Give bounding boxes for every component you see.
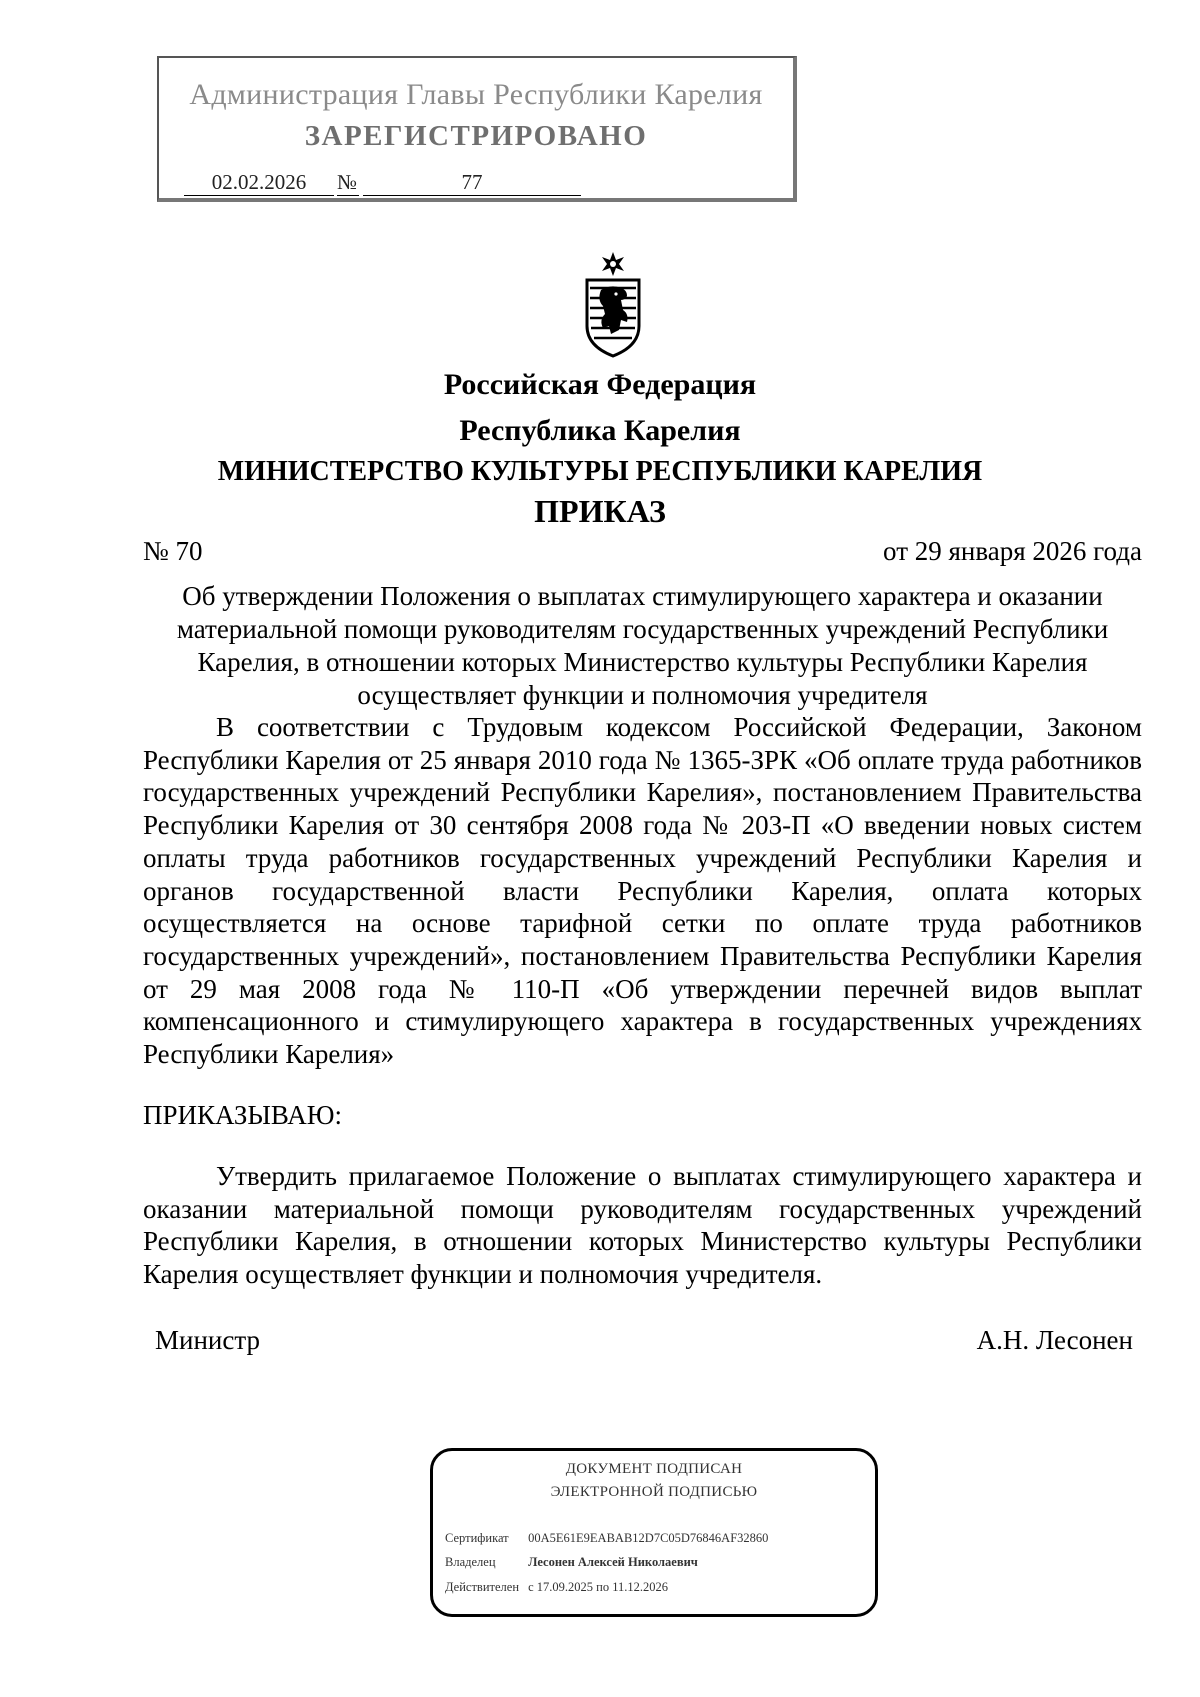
esig-owner-label: Владелец: [445, 1555, 496, 1569]
stamp-number-sign: №: [337, 170, 358, 194]
document-title: Об утверждении Положения о выплатах стимулирующего характера и оказании материальной помощи руководителям государственных учреждений Республики Карелия, в отношении которых Министерство культуры Республики Карелия осуществляет функции и полномочия учредителя: [176, 581, 1109, 710]
esig-owner-value: Лесонен Алексей Николаевич: [528, 1555, 698, 1569]
signatory-name: А.Н. Лесонен: [976, 1325, 1133, 1355]
document-number: № 70: [143, 536, 203, 566]
esig-owner: [445, 1555, 698, 1570]
basis-paragraph: В соответствии с Трудовым кодексом Российской Федерации, Законом Республики Карелия от 25 января 2010 года № 1365-ЗРК «Об оплате труда работников государственных учреждений Республики Карелия», постановлением Правительства Республики Карелия от 30 сентября 2008 года № 203-П «О введении новых систем оплаты труда работников государственных учреждений Республики Карелия и органов государственной власти Республики Карелия, оплата которых осуществляется на основе тарифной сетки по оплате труда работников государственных учреждений», постановлением Правительства Республики Карелия от 29 мая 2008 года № 110-П «Об утверждении перечней видов выплат компенсационного и стимулирующего характера в государственных учреждениях Республики Карелия»: [143, 712, 1142, 1070]
header-ministry: МИНИСТЕРСТВО КУЛЬТУРЫ РЕСПУБЛИКИ КАРЕЛИЯ: [217, 456, 983, 487]
order-word: ПРИКАЗЫВАЮ:: [143, 1100, 342, 1130]
esig-certificate: [445, 1531, 768, 1546]
esig-cert-label: Сертификат: [445, 1531, 509, 1545]
order-paragraph: Утвердить прилагаемое Положение о выплатах стимулирующего характера и оказании материальной помощи руководителям государственных учреждений Республики Карелия, в отношении которых Министерство культуры Республики Карелия осуществляет функции и полномочия учредителя.: [143, 1161, 1142, 1290]
header-country: Российская Федерация: [443, 368, 757, 401]
esig-valid-value: с 17.09.2025 по 11.12.2026: [528, 1580, 669, 1594]
esig-valid-label: Действителен: [445, 1580, 520, 1594]
esig-cert-value: 00A5E61E9EABAB12D7C05D76846AF32860: [528, 1531, 769, 1545]
stamp-authority: Администрация Главы Республики Карелия: [189, 78, 763, 111]
signatory-position: Министр: [155, 1325, 260, 1355]
document-type: ПРИКАЗ: [534, 493, 666, 529]
stamp-number: 77: [363, 170, 581, 196]
electronic-signature-stamp: [430, 1448, 878, 1617]
esig-title-2: ЭЛЕКТРОННОЙ ПОДПИСЬЮ: [550, 1484, 758, 1500]
esig-title-1: ДОКУМЕНТ ПОДПИСАН: [565, 1461, 743, 1477]
registration-stamp: [157, 56, 797, 202]
document-date: от 29 января 2026 года: [883, 536, 1142, 566]
stamp-date: 02.02.2026: [184, 170, 334, 196]
esig-validity: [445, 1580, 668, 1595]
karelia-coat-of-arms-icon: [581, 250, 645, 360]
header-republic: Республика Карелия: [459, 414, 741, 447]
stamp-status: ЗАРЕГИСТРИРОВАНО: [304, 120, 648, 152]
document-number-line: [143, 536, 1142, 567]
